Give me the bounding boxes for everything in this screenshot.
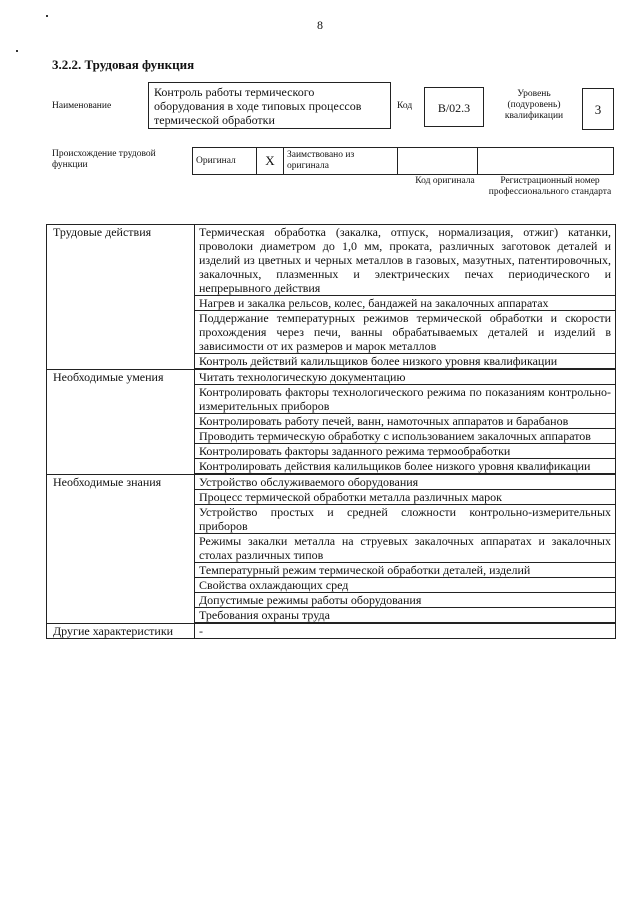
table-row — [47, 474, 616, 490]
category-cell: Необходимые умения — [47, 369, 195, 474]
requirement-cell: Температурный режим термической обработки деталей, изделий — [195, 563, 616, 578]
table-row — [47, 369, 616, 385]
function-name: Контроль работы термического оборудования в ходе типовых процессов термической обработки — [148, 82, 391, 129]
requirement-cell: Режимы закалки металла на струевых закалочных аппаратах и закалочных столах различных типов — [195, 534, 616, 563]
level-label: Уровень (подуровень) квалификации — [504, 89, 564, 121]
requirement-cell: Контроль действий калильщиков более низкого уровня квалификации — [195, 354, 616, 370]
category-cell: Необходимые знания — [47, 474, 195, 623]
requirement-cell: Проводить термическую обработку с использованием закалочных аппаратов — [195, 429, 616, 444]
origin-code-cell — [398, 148, 478, 175]
category-cell: Трудовые действия — [47, 225, 195, 370]
origin-label: Происхождение трудовой функции — [52, 149, 156, 170]
requirement-cell: Термическая обработка (закалка, отпуск, нормализация, отжиг) катанки, проволоки диаметром до 1,0 мм, проката, различных заготовок деталей и изделий из цветных и черных металлов в газовых, мазутных, патентировочных, закалочных, плазменных и электрических печах периодического и непрерывного действия — [195, 225, 616, 296]
requirement-cell: Поддержание температурных режимов термической обработки и скорости прохождения через печи, ванны обрабатываемых деталей и изделий в зависимости от их размеров и марок металлов — [195, 311, 616, 354]
code-original-caption: Код оригинала — [415, 176, 475, 186]
requirement-cell: Контролировать работу печей, ванн, намоточных аппаратов и барабанов — [195, 414, 616, 429]
table-row — [47, 623, 616, 639]
function-code: В/02.3 — [424, 87, 484, 127]
page-number: 8 — [317, 18, 323, 32]
labor-function-table — [46, 224, 616, 639]
requirement-cell: Нагрев и закалка рельсов, колес, бандажей на закалочных аппаратах — [195, 296, 616, 311]
scan-dot — [16, 50, 18, 52]
requirement-cell: Контролировать факторы технологического режима по показаниям контрольно-измерительных приборов — [195, 385, 616, 414]
category-cell: Другие характеристики — [47, 623, 195, 639]
requirement-cell: Свойства охлаждающих сред — [195, 578, 616, 593]
origin-borrowed: Заимствовано из оригинала — [284, 148, 398, 175]
requirement-cell: Читать технологическую документацию — [195, 369, 616, 385]
requirement-cell: Допустимые режимы работы оборудования — [195, 593, 616, 608]
origin-mark: X — [257, 148, 284, 175]
origin-original: Оригинал — [193, 148, 257, 175]
requirement-cell: Требования охраны труда — [195, 608, 616, 624]
requirement-cell: Контролировать действия калильщиков более низкого уровня квалификации — [195, 459, 616, 475]
origin-reg-cell — [478, 148, 614, 175]
requirement-cell: Устройство обслуживаемого оборудования — [195, 474, 616, 490]
code-label: Код — [397, 101, 413, 111]
section-title: 3.2.2. Трудовая функция — [52, 57, 195, 72]
name-label: Наименование — [52, 101, 112, 111]
reg-number-caption: Регистрационный номер профессионального стандарта — [488, 176, 612, 197]
scan-dot — [46, 15, 48, 17]
qualification-level: 3 — [582, 88, 614, 130]
requirement-cell: - — [195, 623, 616, 639]
table-row — [47, 225, 616, 296]
origin-table — [192, 147, 614, 175]
requirement-cell: Процесс термической обработки металла различных марок — [195, 490, 616, 505]
requirement-cell: Контролировать факторы заданного режима термообработки — [195, 444, 616, 459]
requirement-cell: Устройство простых и средней сложности контрольно-измерительных приборов — [195, 505, 616, 534]
